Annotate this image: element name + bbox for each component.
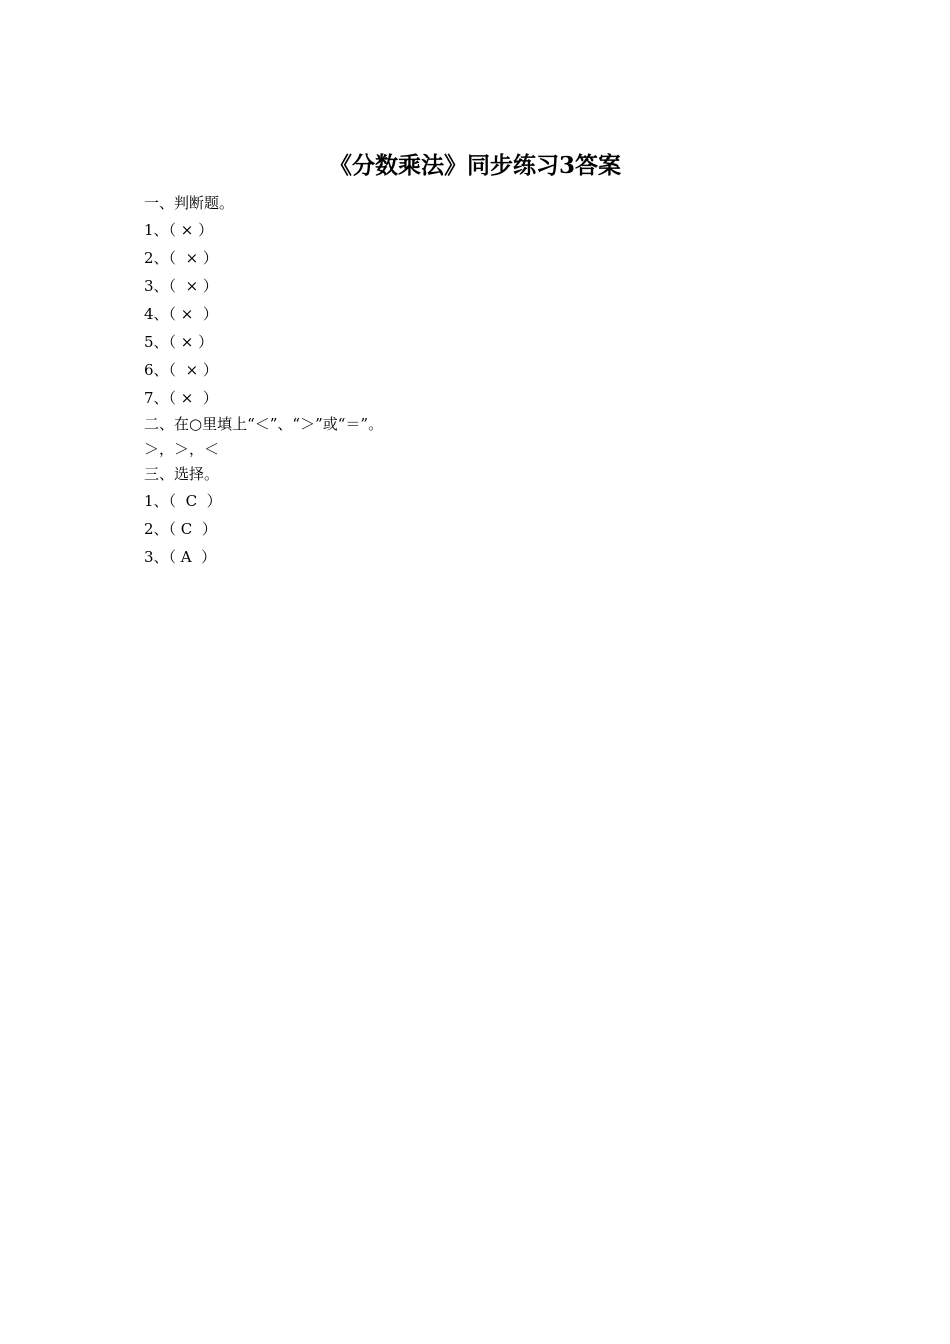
comparison-answers: ＞，＞，＜ xyxy=(144,440,220,458)
judgement-answer-5: 5、（ × ） xyxy=(144,333,214,351)
judgement-answer-6: 6、（ × ） xyxy=(144,361,218,379)
judgement-answer-3: 3、（ × ） xyxy=(144,277,218,295)
choice-answer-1: 1、（ C ） xyxy=(144,492,222,510)
judgement-answer-2: 2、（ × ） xyxy=(144,249,218,267)
section-1-heading: 一、判断题。 xyxy=(144,194,235,212)
document-title: 《分数乘法》同步练习3答案 xyxy=(328,152,621,179)
judgement-answer-1: 1、（ × ） xyxy=(144,221,214,239)
judgement-answer-4: 4、（ × ） xyxy=(144,305,218,323)
choice-answer-3: 3、（ A ） xyxy=(144,548,217,566)
section-3-heading: 三、选择。 xyxy=(144,465,220,483)
document-body xyxy=(144,191,844,571)
judgement-answer-7: 7、（ × ） xyxy=(144,389,218,407)
choice-answer-2: 2、（ C ） xyxy=(144,520,217,538)
section-2-heading: 二、在○里填上“＜”、“＞”或“＝”。 xyxy=(144,415,384,433)
